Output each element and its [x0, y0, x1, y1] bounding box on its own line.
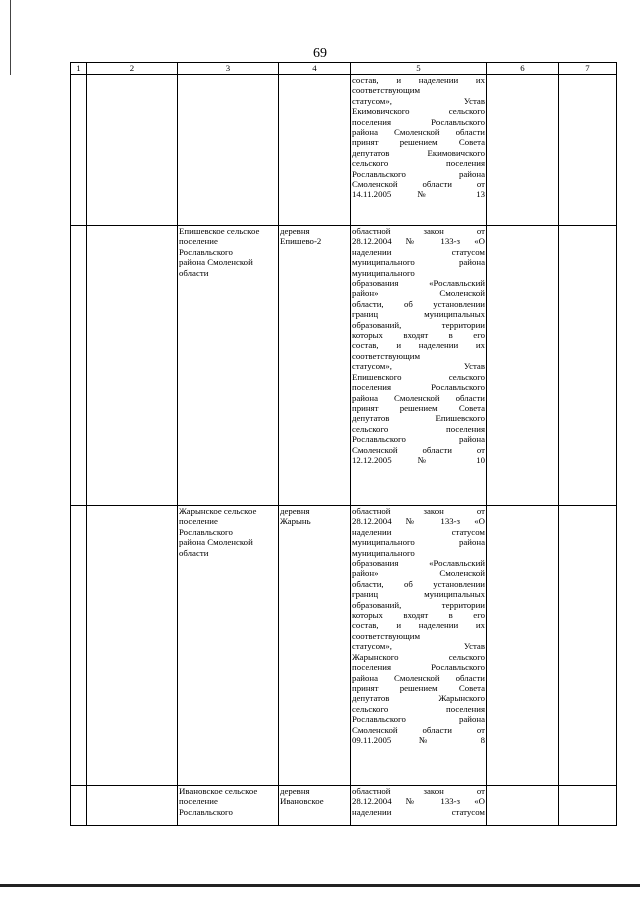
cell-line: Рославльского: [179, 806, 233, 817]
center-cell: [279, 226, 351, 506]
row-number-cell: [71, 226, 87, 506]
law-line: области, об установлении: [352, 298, 485, 309]
law-cell: [351, 75, 487, 226]
law-line: соответствующим: [352, 85, 421, 96]
law-line: Екимовичского сельского: [352, 106, 485, 117]
law-line: поселения Рославльского: [352, 382, 485, 393]
col7-cell: [559, 786, 617, 826]
law-cell: [351, 506, 487, 786]
law-line: 28.12.2004 № 133-з «О: [352, 236, 485, 247]
center-cell: [279, 506, 351, 786]
settlement-cell: [178, 506, 279, 786]
cell-line: Ивановское: [280, 796, 324, 807]
cell-line: области: [179, 547, 209, 558]
cell-line: деревня: [280, 226, 310, 236]
header-row: [71, 63, 617, 75]
law-line: поселения Рославльского: [352, 116, 485, 127]
law-line: областной закон от: [352, 226, 485, 236]
law-line: принят решением Совета: [352, 137, 485, 148]
law-line: наделении статусом: [352, 246, 485, 257]
col2-cell: [87, 786, 178, 826]
law-line: муниципального района: [352, 537, 485, 548]
table-row: [71, 506, 617, 786]
law-line: муниципального: [352, 547, 415, 558]
table-row: [71, 226, 617, 506]
header-cell: 3: [178, 63, 279, 75]
col7-cell: [559, 506, 617, 786]
law-line: состав, и наделении их: [352, 620, 485, 631]
cell-line: поселение: [179, 796, 218, 807]
cell-line: района Смоленской: [179, 537, 253, 548]
cell-line: Ивановское сельское: [179, 786, 258, 796]
law-line: которых входят в его: [352, 610, 485, 621]
col6-cell: [487, 786, 559, 826]
row-number-cell: [71, 75, 87, 226]
law-line: наделении статусом: [352, 526, 485, 537]
col7-cell: [559, 75, 617, 226]
law-cell: [351, 226, 487, 506]
col2-cell: [87, 226, 178, 506]
col6-cell: [487, 506, 559, 786]
center-cell: [279, 75, 351, 226]
table-row: [71, 786, 617, 826]
cell-line: поселение: [179, 516, 218, 527]
col2-cell: [87, 506, 178, 786]
law-line: Смоленской области от: [352, 724, 485, 735]
settlement-cell: [178, 226, 279, 506]
law-line: образований, территории: [352, 319, 485, 330]
cell-line: района Смоленской: [179, 257, 253, 268]
row-number-cell: [71, 506, 87, 786]
law-line: соответствующим: [352, 630, 421, 641]
law-line: Рославльского района: [352, 714, 485, 725]
row-number-cell: [71, 786, 87, 826]
cell-line: деревня: [280, 786, 310, 796]
header-cell: 2: [87, 63, 178, 75]
cell-line: Рославльского: [179, 526, 233, 537]
cell-line: Жарынь: [280, 516, 311, 527]
law-line: Жарынского сельского: [352, 651, 485, 662]
law-line: статусом», Устав: [352, 361, 485, 372]
law-line: области, об установлении: [352, 578, 485, 589]
law-line: депутатов Жарынского: [352, 693, 485, 704]
footer-rule: [0, 884, 640, 887]
law-line: депутатов Епишевского: [352, 413, 485, 424]
header-cell: 6: [487, 63, 559, 75]
law-line: принят решением Совета: [352, 682, 485, 693]
header-cell: 1: [71, 63, 87, 75]
settlement-cell: [178, 75, 279, 226]
cell-line: Епишево-2: [280, 236, 322, 247]
col6-cell: [487, 75, 559, 226]
cell-line: Рославльского: [179, 246, 233, 257]
law-line: сельского поселения: [352, 423, 485, 434]
law-line: соответствующим: [352, 350, 421, 361]
law-line: образований, территории: [352, 599, 485, 610]
law-line: 28.12.2004 № 133-з «О: [352, 796, 485, 807]
settlements-table: [70, 62, 617, 826]
law-line: Епишевского сельского: [352, 371, 485, 382]
law-line: Рославльского района: [352, 168, 485, 179]
law-line: район» Смоленской: [352, 568, 485, 579]
table-row: [71, 75, 617, 226]
settlement-cell: [178, 786, 279, 826]
law-line: границ муниципальных: [352, 309, 485, 320]
law-line: Смоленской области от: [352, 444, 485, 455]
law-line: депутатов Екимовичского: [352, 147, 485, 158]
header-cell: 4: [279, 63, 351, 75]
cell-line: Жарынское сельское: [179, 506, 257, 516]
law-line: 09.11.2005 № 8: [352, 734, 485, 745]
law-line: района Смоленской области: [352, 392, 485, 403]
cell-line: Епишевское сельское: [179, 226, 260, 236]
header-cell: 7: [559, 63, 617, 75]
law-line: образования «Рославльский: [352, 558, 485, 569]
law-line: статусом», Устав: [352, 641, 485, 652]
margin-rule: [10, 0, 11, 75]
law-line: образования «Рославльский: [352, 278, 485, 289]
law-line: 14.11.2005 № 13: [352, 189, 485, 200]
col2-cell: [87, 75, 178, 226]
law-line: муниципального: [352, 267, 415, 278]
law-line: статусом», Устав: [352, 95, 485, 106]
page-number: 69: [313, 46, 327, 61]
law-line: областной закон от: [352, 786, 485, 796]
law-line: принят решением Совета: [352, 402, 485, 413]
law-line: Рославльского района: [352, 434, 485, 445]
header-cell: 5: [351, 63, 487, 75]
law-line: состав, и наделении их: [352, 75, 485, 85]
center-cell: [279, 786, 351, 826]
law-cell: [351, 786, 487, 826]
law-line: район» Смоленской: [352, 288, 485, 299]
cell-line: деревня: [280, 506, 310, 516]
law-line: границ муниципальных: [352, 589, 485, 600]
law-line: муниципального района: [352, 257, 485, 268]
law-line: состав, и наделении их: [352, 340, 485, 351]
law-line: областной закон от: [352, 506, 485, 516]
law-line: сельского поселения: [352, 158, 485, 169]
law-line: района Смоленской области: [352, 672, 485, 683]
law-line: 28.12.2004 № 133-з «О: [352, 516, 485, 527]
col6-cell: [487, 226, 559, 506]
law-line: наделении статусом: [352, 806, 485, 817]
cell-line: области: [179, 267, 209, 278]
law-line: 12.12.2005 № 10: [352, 454, 485, 465]
law-line: Смоленской области от: [352, 179, 485, 190]
law-line: которых входят в его: [352, 330, 485, 341]
col7-cell: [559, 226, 617, 506]
law-line: сельского поселения: [352, 703, 485, 714]
law-line: поселения Рославльского: [352, 662, 485, 673]
law-line: района Смоленской области: [352, 127, 485, 138]
cell-line: поселение: [179, 236, 218, 247]
